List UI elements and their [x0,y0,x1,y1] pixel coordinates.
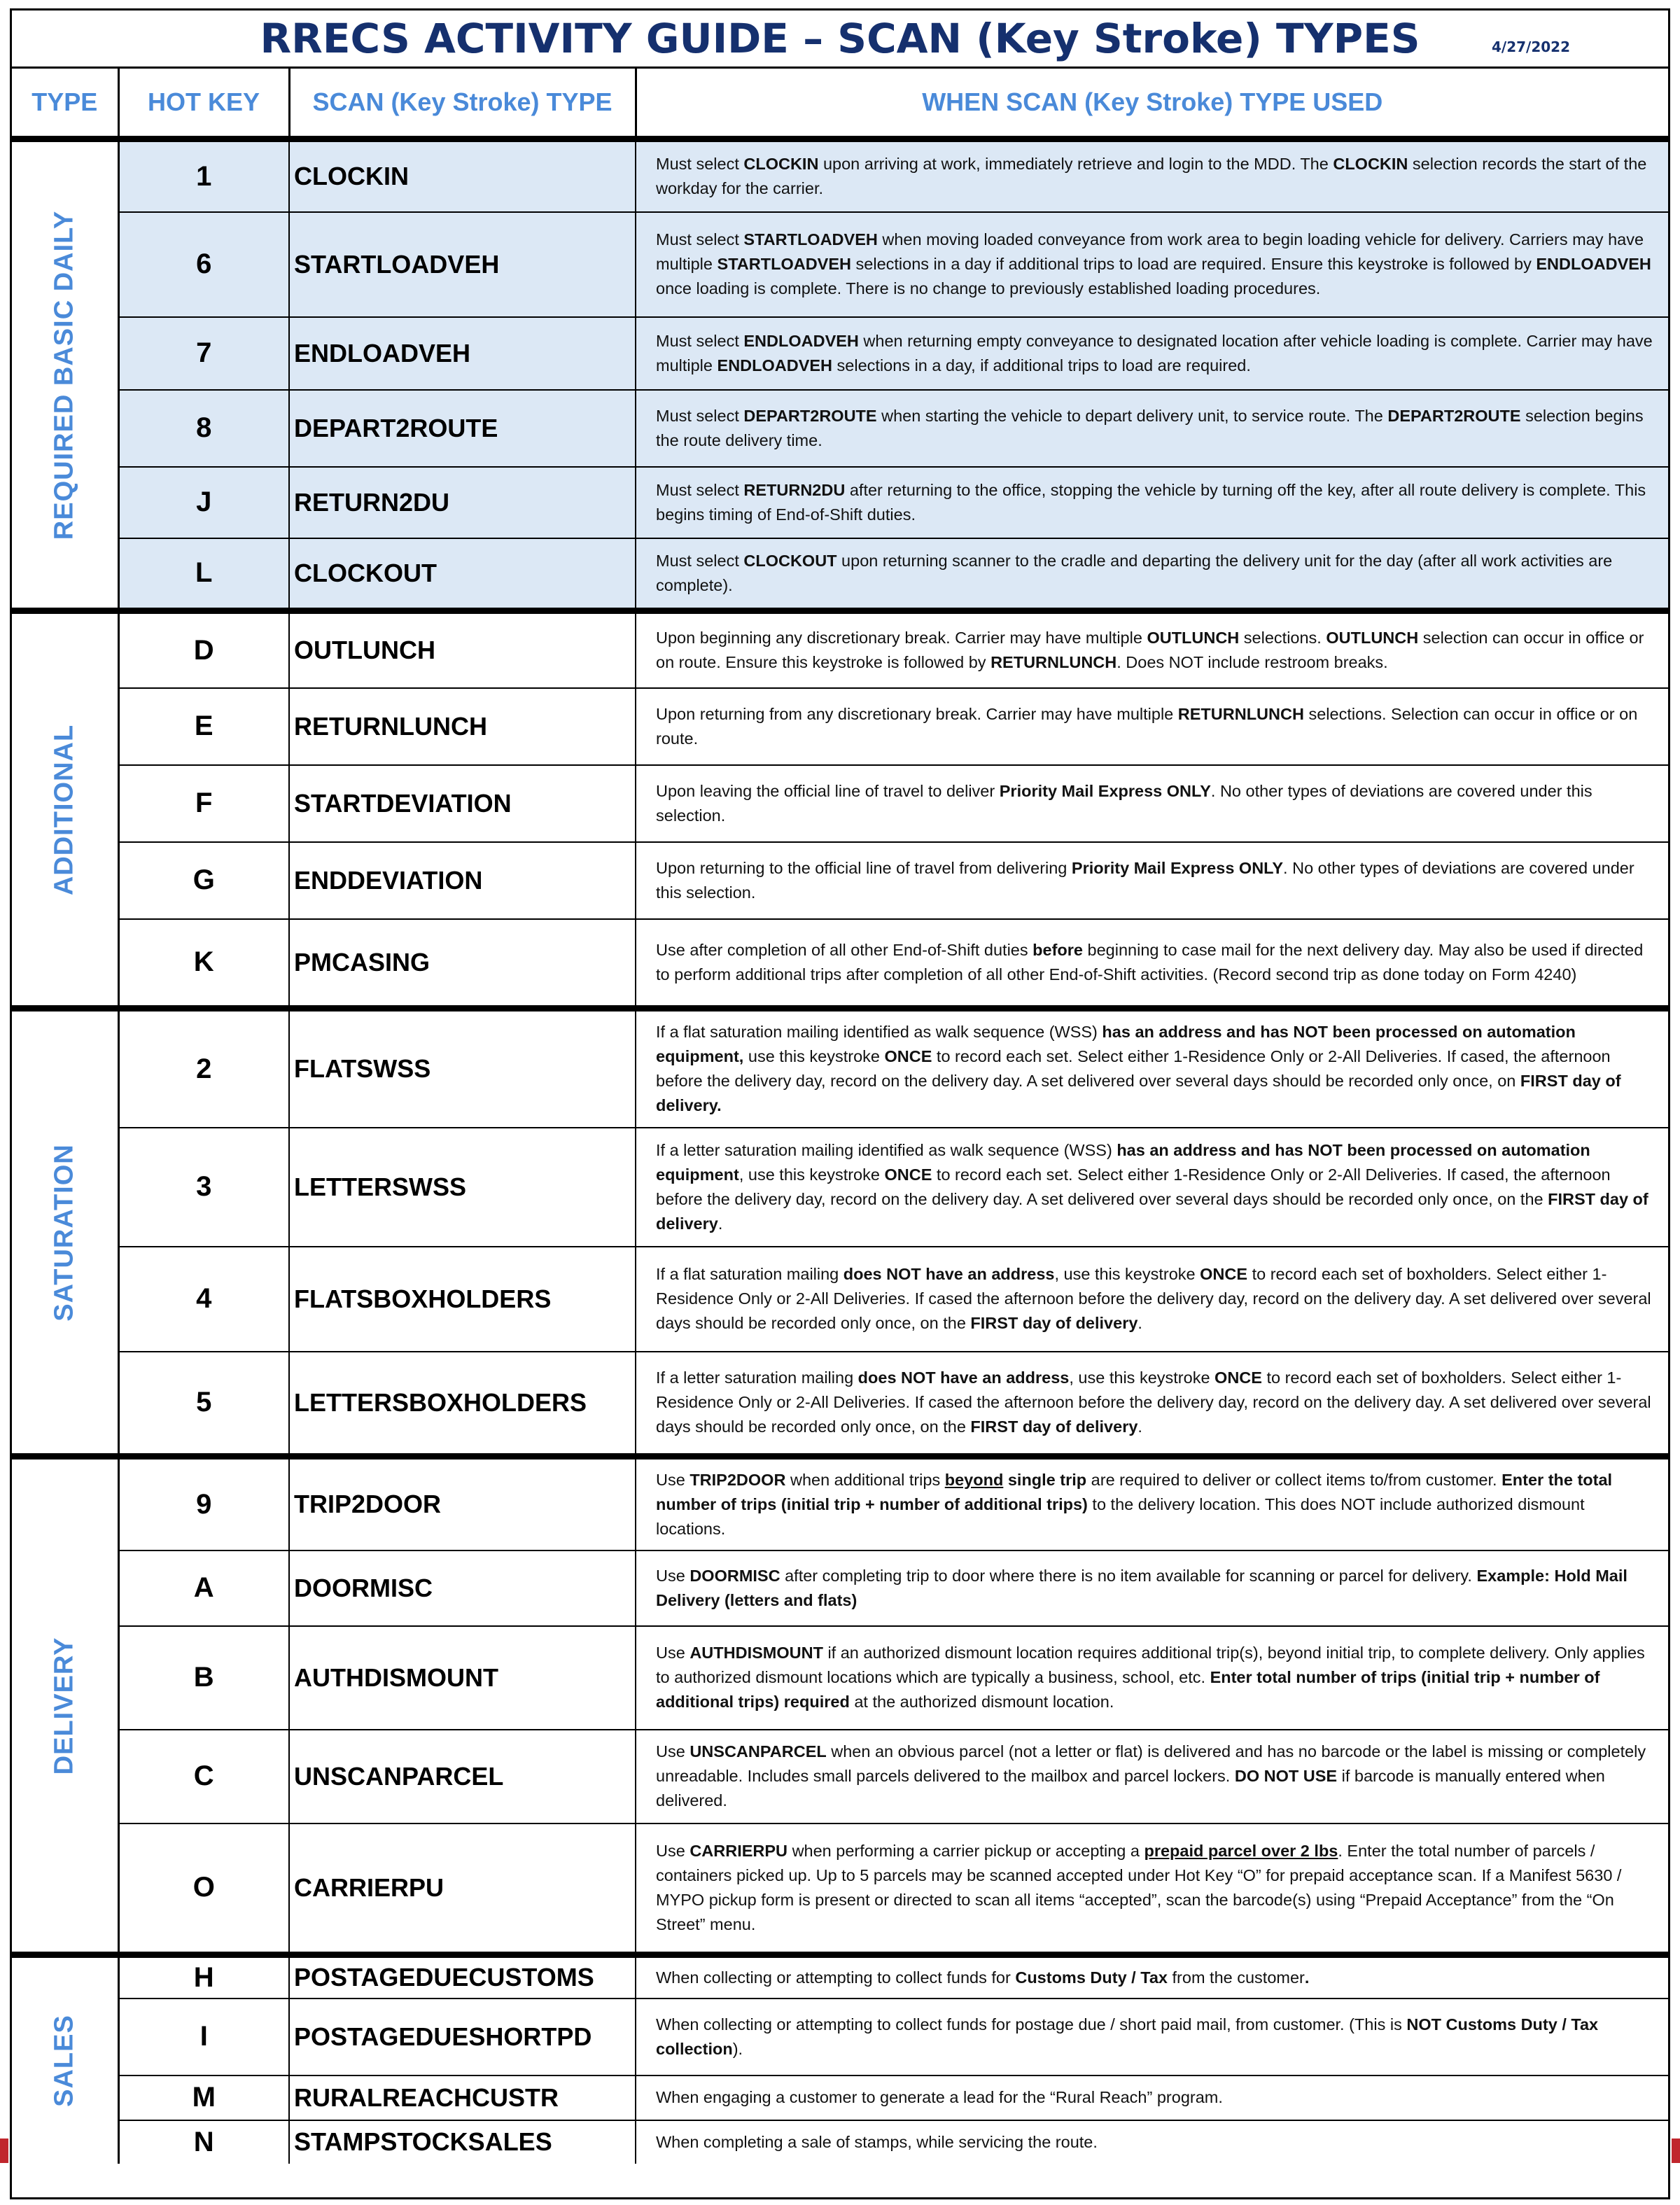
title-bar [12,10,1668,69]
scan-type-cell: AUTHDISMOUNT [289,1626,636,1730]
description-cell: Use DOORMISC after completing trip to door where there is no item available for scanning or parcel for delivery. Example: Hold Mail Delivery (letters and flats) [636,1550,1668,1626]
scan-type-cell: PMCASING [289,919,636,1009]
table-row [12,2120,1668,2164]
table-row [12,317,1668,390]
scan-type-cell: CLOCKOUT [289,538,636,611]
description-cell: Must select ENDLOADVEH when returning empty conveyance to designated location after vehicle loading is complete. Carrier may have multiple ENDLOADVEH selections in a day, if additional trips to load are required. [636,317,1668,390]
hot-key-cell: H [118,1955,289,1998]
scan-type-cell: CLOCKIN [289,139,636,212]
description-cell: Must select CLOCKIN upon arriving at work, immediately retrieve and login to the MDD. The CLOCKIN selection records the start of the workday for the carrier. [636,139,1668,212]
hot-key-cell: N [118,2120,289,2164]
revision-date: 4/27/2022 [1491,38,1570,55]
scan-type-cell: ENDDEVIATION [289,842,636,919]
table-row [12,1730,1668,1823]
scan-types-table [12,69,1668,2164]
header-scan-type: SCAN (Key Stroke) TYPE [289,69,636,139]
page-title: RRECS ACTIVITY GUIDE – SCAN (Key Stroke) TYPES [260,15,1420,62]
table-row [12,538,1668,611]
description-cell: Must select DEPART2ROUTE when starting the vehicle to depart delivery unit, to service route. The DEPART2ROUTE selection begins the route delivery time. [636,390,1668,467]
description-cell: If a flat saturation mailing identified as walk sequence (WSS) has an address and has NOT been processed on automation equipment, use this keystroke ONCE to record each set. Select either 1-Residence Only or 2-All Deliveries. If cased, the afternoon before the delivery day, record on the delivery day. A set delivered over several days should be recorded only once, on FIRST day of delivery. [636,1009,1668,1128]
description-cell: Use AUTHDISMOUNT if an authorized dismount location requires additional trip(s), beyond initial trip, to complete delivery. Only applies to authorized dismount locations which are typically a business, school, etc. Enter total number of trips (initial trip + number of additional trips) required at the authorized dismount location. [636,1626,1668,1730]
table-row [12,1009,1668,1128]
hot-key-cell: O [118,1823,289,1955]
type-cell-sales [12,1955,118,2164]
hot-key-cell: 5 [118,1352,289,1457]
table-row [12,1998,1668,2076]
scan-type-cell: DEPART2ROUTE [289,390,636,467]
header-type: TYPE [12,69,118,139]
hot-key-cell: C [118,1730,289,1823]
type-cell-required-basic-daily [12,139,118,611]
description-cell: If a letter saturation mailing identified as walk sequence (WSS) has an address and has NOT been processed on automation equipment, use this keystroke ONCE to record each set. Select either 1-Residence Only or 2-All Deliveries. If cased, the afternoon before the delivery day, record on the delivery day. A set delivered over several days should be recorded only once, on the FIRST day of delivery. [636,1128,1668,1247]
table-row [12,1457,1668,1550]
scan-type-cell: STARTLOADVEH [289,212,636,317]
hot-key-cell: J [118,467,289,538]
table-row [12,1955,1668,1998]
activity-guide [10,8,1670,2199]
scan-type-cell: UNSCANPARCEL [289,1730,636,1823]
hot-key-cell: 1 [118,139,289,212]
description-cell: Use TRIP2DOOR when additional trips beyond single trip are required to deliver or collect items to/from customer. Enter the total number of trips (initial trip + number of additional trips) to the delivery location. This does NOT include authorized dismount locations. [636,1457,1668,1550]
scan-type-cell: STAMPSTOCKSALES [289,2120,636,2164]
hot-key-cell: 4 [118,1247,289,1352]
description-cell: When collecting or attempting to collect funds for postage due / short paid mail, from customer. (This is NOT Customs Duty / Tax collection). [636,1998,1668,2076]
scan-type-cell: LETTERSWSS [289,1128,636,1247]
scan-type-cell: TRIP2DOOR [289,1457,636,1550]
hot-key-cell: D [118,611,289,688]
table-row [12,139,1668,212]
description-cell: If a flat saturation mailing does NOT have an address, use this keystroke ONCE to record each set of boxholders. Select either 1-Residence Only or 2-All Deliveries. If cased the afternoon before the delivery day, record on the delivery day. A set delivered over several days should be recorded only once, on the FIRST day of delivery. [636,1247,1668,1352]
header-when-used: WHEN SCAN (Key Stroke) TYPE USED [636,69,1668,139]
scan-type-cell: POSTAGEDUECUSTOMS [289,1955,636,1998]
group-label: SATURATION [49,1143,79,1322]
type-cell-additional [12,611,118,1009]
scan-type-cell: OUTLUNCH [289,611,636,688]
scan-type-cell: ENDLOADVEH [289,317,636,390]
description-cell: Must select CLOCKOUT upon returning scanner to the cradle and departing the delivery unit for the day (after all work activities are complete). [636,538,1668,611]
group-label: DELIVERY [49,1637,79,1774]
hot-key-cell: I [118,1998,289,2076]
table-row [12,390,1668,467]
hot-key-cell: K [118,919,289,1009]
hot-key-cell: L [118,538,289,611]
table-row [12,688,1668,765]
description-cell: Upon returning to the official line of travel from delivering Priority Mail Express ONLY. No other types of deviations are covered under this selection. [636,842,1668,919]
table-row [12,2076,1668,2120]
description-cell: Use UNSCANPARCEL when an obvious parcel (not a letter or flat) is delivered and has no barcode or the label is missing or completely unreadable. Includes small parcels delivered to the mailbox and parcel lockers. DO NOT USE if barcode is manually entered when delivered. [636,1730,1668,1823]
table-row [12,1823,1668,1955]
scan-type-cell: POSTAGEDUESHORTPD [289,1998,636,2076]
scan-type-cell: STARTDEVIATION [289,765,636,842]
description-cell: If a letter saturation mailing does NOT have an address, use this keystroke ONCE to record each set of boxholders. Select either 1-Residence Only or 2-All Deliveries. If cased the afternoon before the delivery day, record on the delivery day. A set delivered over several days should be recorded only once, on the FIRST day of delivery. [636,1352,1668,1457]
hot-key-cell: 9 [118,1457,289,1550]
hot-key-cell: 7 [118,317,289,390]
hot-key-cell: 2 [118,1009,289,1128]
description-cell: When completing a sale of stamps, while servicing the route. [636,2120,1668,2164]
table-row [12,611,1668,688]
table-row [12,1247,1668,1352]
description-cell: When engaging a customer to generate a lead for the “Rural Reach” program. [636,2076,1668,2120]
table-row [12,1128,1668,1247]
hot-key-cell: 3 [118,1128,289,1247]
hot-key-cell: 8 [118,390,289,467]
header-row [12,69,1668,139]
hot-key-cell: M [118,2076,289,2120]
table-row [12,765,1668,842]
table-row [12,212,1668,317]
scan-type-cell: RETURN2DU [289,467,636,538]
table-row [12,919,1668,1009]
table-row [12,1626,1668,1730]
description-cell: Use CARRIERPU when performing a carrier pickup or accepting a prepaid parcel over 2 lbs. Enter the total number of parcels / containers picked up. Up to 5 parcels may be scanned accepted under Hot Key “O” for prepaid acceptance scan. If a Manifest 5630 / MYPO pickup form is present or directed to scan all items “accepted”, scan the barcode(s) using “Prepaid Acceptance” from the “On Street” menu. [636,1823,1668,1955]
scan-type-cell: CARRIERPU [289,1823,636,1955]
description-cell: Use after completion of all other End-of-Shift duties before beginning to case mail for the next delivery day. May also be used if directed to perform additional trips after completion of all other End-of-Shift activities. (Record second trip as done today on Form 4240) [636,919,1668,1009]
group-label: SALES [49,2014,79,2107]
hot-key-cell: G [118,842,289,919]
scan-type-cell: FLATSWSS [289,1009,636,1128]
table-row [12,1352,1668,1457]
group-label: ADDITIONAL [49,724,79,895]
description-cell: Upon returning from any discretionary break. Carrier may have multiple RETURNLUNCH selections. Selection can occur in office or on route. [636,688,1668,765]
description-cell: When collecting or attempting to collect funds for Customs Duty / Tax from the customer. [636,1955,1668,1998]
description-cell: Upon beginning any discretionary break. Carrier may have multiple OUTLUNCH selections. OUTLUNCH selection can occur in office or on route. Ensure this keystroke is followed by RETURNLUNCH. Does NOT include restroom breaks. [636,611,1668,688]
header-hot-key: HOT KEY [118,69,289,139]
scan-type-cell: DOORMISC [289,1550,636,1626]
hot-key-cell: 6 [118,212,289,317]
hot-key-cell: E [118,688,289,765]
left-edge-stripe [0,2138,8,2163]
table-row [12,842,1668,919]
right-edge-stripe [1672,2138,1680,2163]
hot-key-cell: A [118,1550,289,1626]
hot-key-cell: B [118,1626,289,1730]
table-row [12,467,1668,538]
hot-key-cell: F [118,765,289,842]
scan-type-cell: RETURNLUNCH [289,688,636,765]
table-row [12,1550,1668,1626]
scan-type-cell: LETTERSBOXHOLDERS [289,1352,636,1457]
scan-type-cell: FLATSBOXHOLDERS [289,1247,636,1352]
description-cell: Upon leaving the official line of travel to deliver Priority Mail Express ONLY. No other types of deviations are covered under this selection. [636,765,1668,842]
type-cell-saturation [12,1009,118,1457]
description-cell: Must select RETURN2DU after returning to the office, stopping the vehicle by turning off the key, after all route delivery is complete. This begins timing of End-of-Shift duties. [636,467,1668,538]
description-cell: Must select STARTLOADVEH when moving loaded conveyance from work area to begin loading vehicle for delivery. Carriers may have multiple STARTLOADVEH selections in a day if additional trips to load are required. Ensure this keystroke is followed by ENDLOADVEH once loading is complete. There is no change to previously established loading procedures. [636,212,1668,317]
type-cell-delivery [12,1457,118,1955]
scan-type-cell: RURALREACHCUSTR [289,2076,636,2120]
group-label: REQUIRED BASIC DAILY [49,210,79,540]
